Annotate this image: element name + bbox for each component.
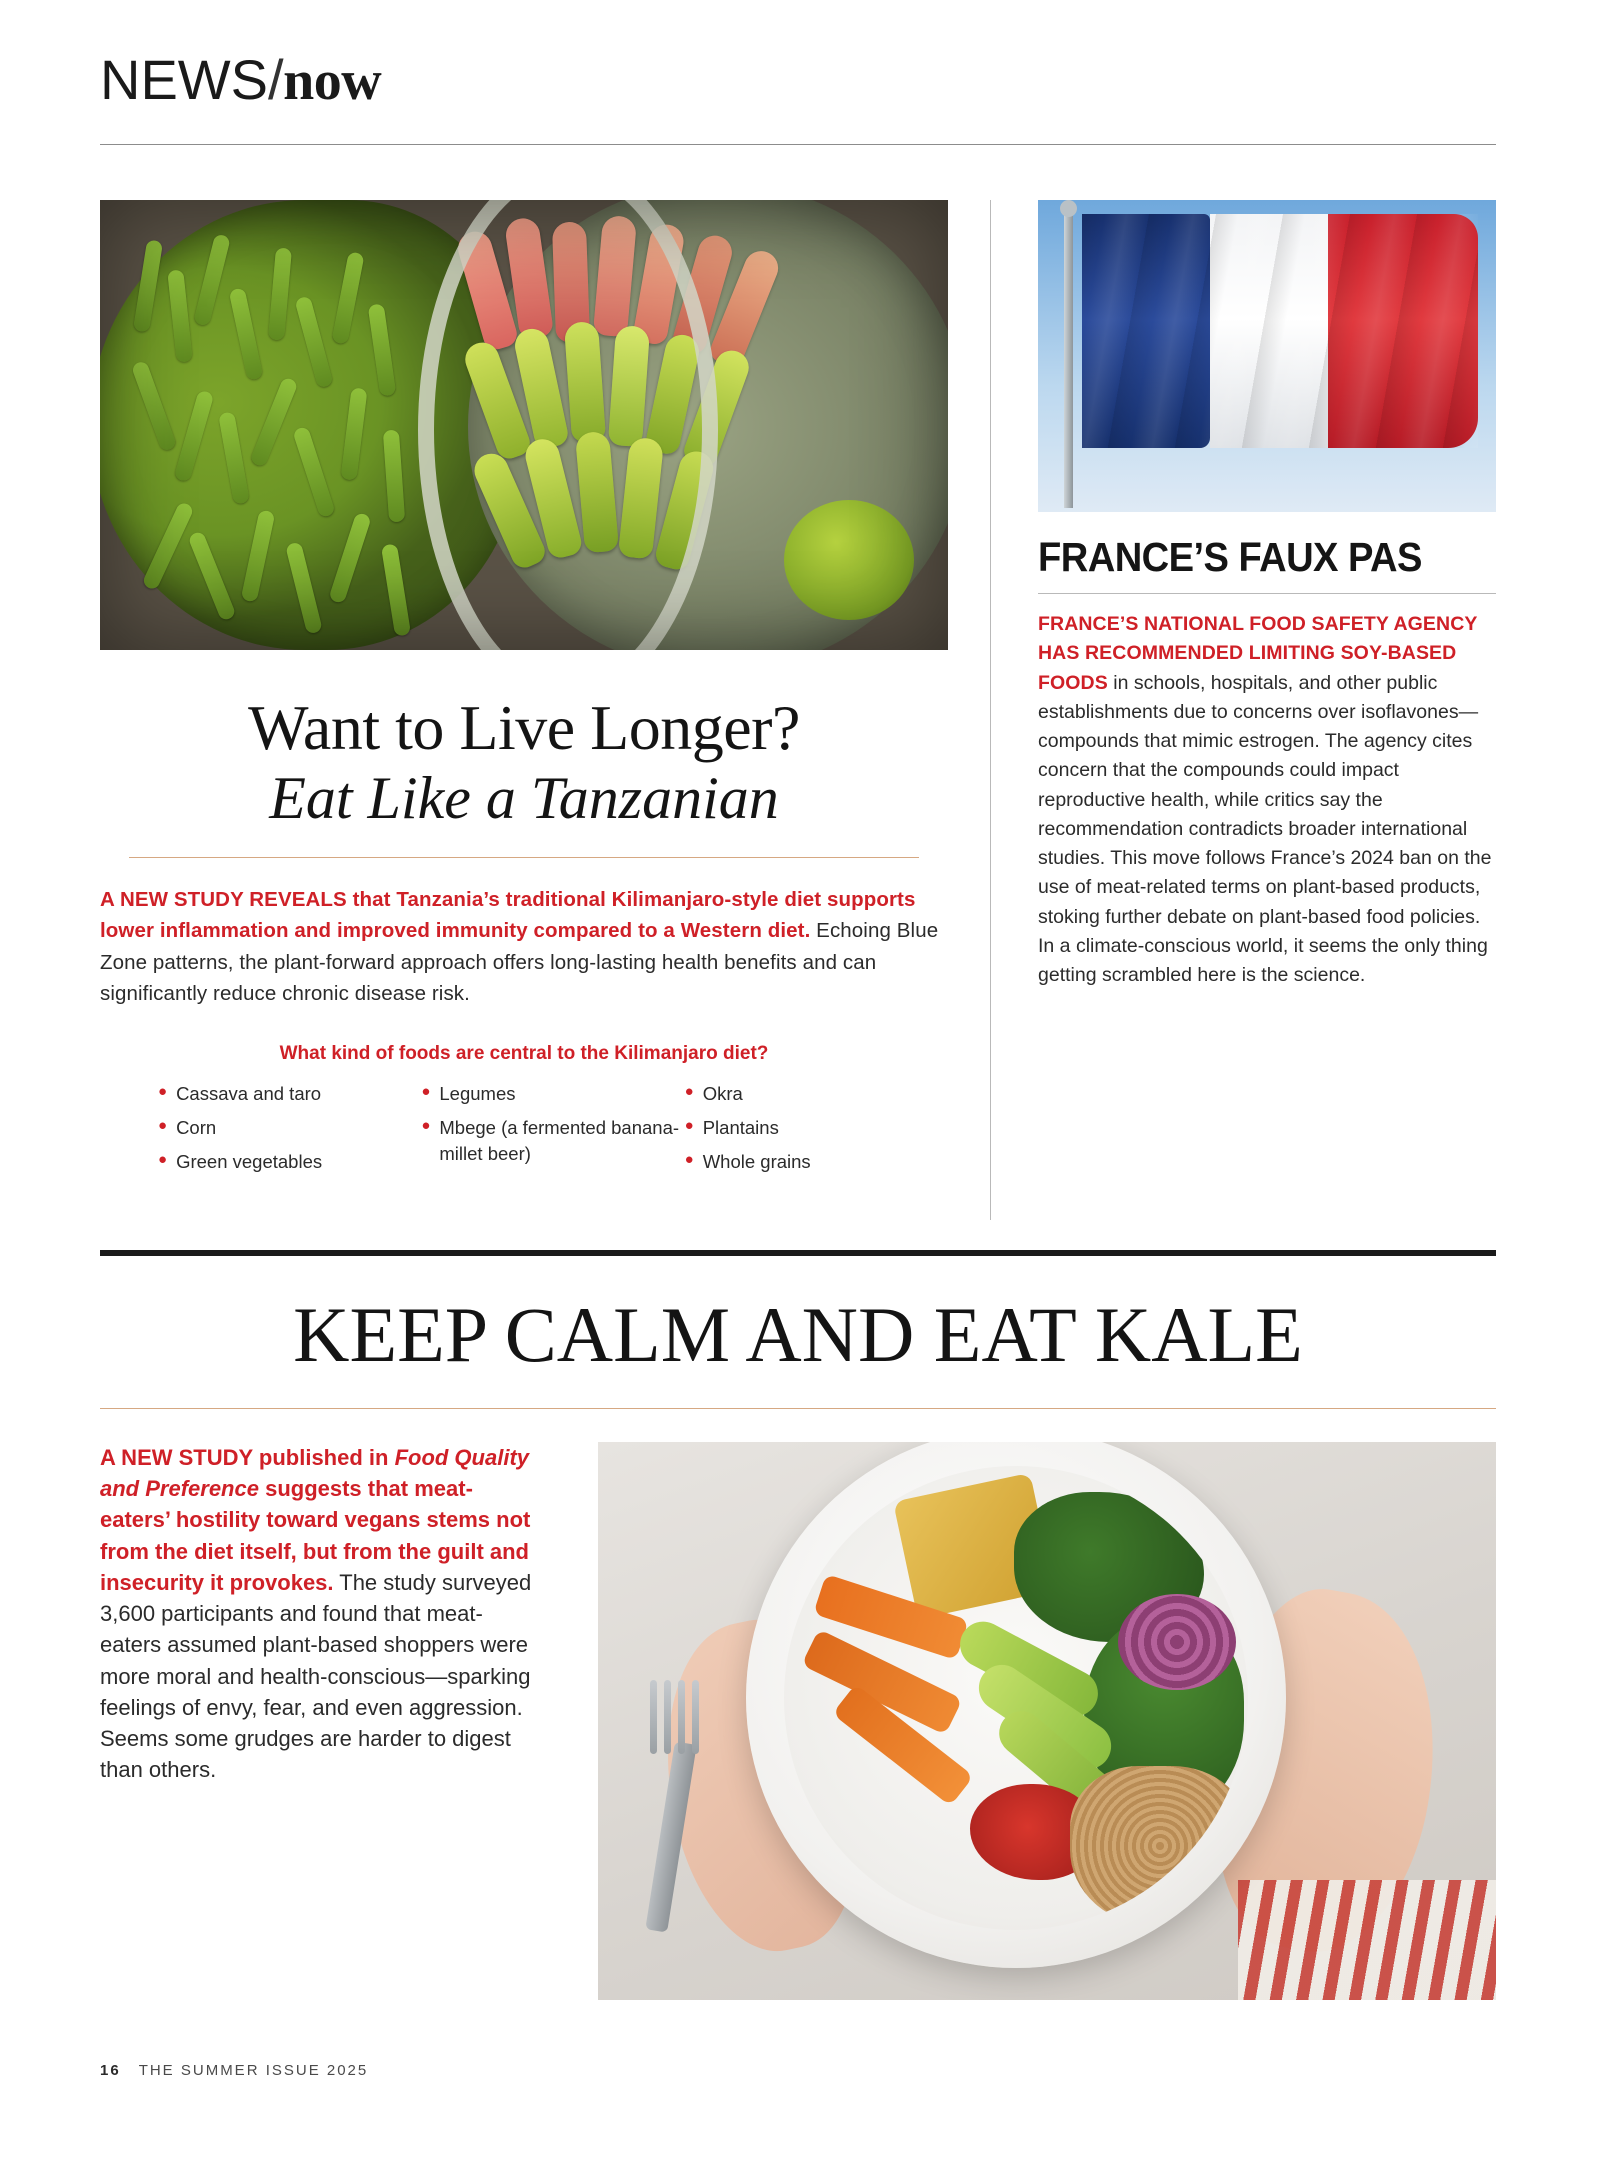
masthead-news-word: NEWS — [100, 48, 268, 111]
list-item — [158, 1149, 421, 1175]
france-headline: FRANCE’S FAUX PAS — [1038, 534, 1422, 580]
food-column-3 — [685, 1081, 948, 1184]
list-item — [685, 1115, 948, 1141]
food-label: Whole grains — [702, 1151, 811, 1173]
bowl-contents — [784, 1466, 1248, 1930]
food-label: Green vegetables — [176, 1151, 323, 1173]
okra-and-plantains-photo — [100, 200, 948, 650]
list-item — [158, 1081, 421, 1107]
page-footer — [100, 2062, 368, 2079]
kale-highlight-2: suggests that meat-eaters’ hostility toward vegans stems not from the diet itself, but from the guilt and insecurity it provokes. — [100, 1476, 531, 1595]
issue-label: THE SUMMER ISSUE 2025 — [138, 2062, 369, 2079]
list-item — [421, 1081, 684, 1107]
masthead — [100, 48, 1496, 145]
flag-band-blue — [1082, 214, 1210, 448]
table-cloth — [1238, 1880, 1496, 2000]
kale-journal-name: Food Quality and Preference — [100, 1445, 530, 1502]
page-number: 16 — [100, 2062, 121, 2079]
red-onion-slices — [1118, 1594, 1236, 1690]
france-body — [1038, 610, 1496, 990]
flag-band-red — [1328, 214, 1478, 448]
list-item — [685, 1149, 948, 1175]
france-article — [1038, 200, 1496, 1010]
food-label: Corn — [176, 1117, 217, 1139]
tanzania-lede-rest: Echoing Blue Zone patterns, the plant-forward approach offers long-lasting health benefits and can significantly reduce chronic disease risk. — [100, 919, 939, 1005]
food-label: Plantains — [702, 1117, 779, 1139]
masthead-now-word: now — [283, 50, 382, 112]
bullet-icon: ● — [421, 1082, 431, 1100]
tanzania-lede-bold: A NEW STUDY REVEALS that Tanzania’s traditional Kilimanjaro-style diet supports lower inflammation and improved immunity compared to a Western diet. — [100, 888, 916, 943]
bullet-icon: ● — [684, 1151, 694, 1169]
hands-holding-grain-bowl-photo — [598, 1442, 1496, 2000]
list-item — [685, 1081, 948, 1107]
food-label: Okra — [702, 1082, 743, 1104]
kilimanjaro-foods-question: What kind of foods are central to the Kilimanjaro diet? — [279, 1042, 769, 1064]
fork-tine — [692, 1680, 699, 1754]
bullet-icon: ● — [421, 1117, 431, 1135]
tanzania-headline — [100, 694, 948, 858]
tanzania-article — [100, 200, 948, 1184]
food-label: Mbege (a fermented banana-millet beer) — [439, 1117, 680, 1165]
headline-line-1: Want to Live Longer? — [248, 692, 800, 763]
bullet-icon: ● — [158, 1151, 168, 1169]
food-label: Cassava and taro — [176, 1082, 322, 1104]
food-column-2 — [421, 1081, 684, 1184]
flag-band-white — [1210, 214, 1328, 448]
kale-headline-rule — [100, 1408, 1496, 1409]
food-label: Legumes — [439, 1082, 516, 1104]
masthead-title — [100, 48, 1496, 112]
france-kicker: FRANCE’S NATIONAL FOOD SAFETY AGENCY HAS RECOMMENDED LIMITING SOY-BASED FOODS — [1038, 613, 1478, 694]
photo-vignette — [100, 200, 948, 650]
kilimanjaro-food-lists — [100, 1081, 948, 1184]
france-headline-rule — [1038, 593, 1496, 594]
fork-tine — [678, 1680, 685, 1754]
tanzania-lede — [100, 884, 948, 1009]
kale-body-text: The study surveyed 3,600 participants and found that meat-eaters assumed plant-based shoppers were more moral and health-conscious—sparking feelings of envy, fear, and even aggression. Seems some grudges are harder to digest than others. — [100, 1569, 532, 1783]
grain-portion — [1070, 1766, 1248, 1926]
fork-tine — [664, 1680, 671, 1754]
flag-pole — [1064, 208, 1073, 508]
column-divider — [990, 200, 991, 1220]
bullet-icon: ● — [684, 1117, 694, 1135]
masthead-slash: / — [268, 48, 284, 111]
bullet-icon: ● — [684, 1082, 694, 1100]
food-column-1 — [158, 1081, 421, 1184]
kale-headline: KEEP CALM AND EAT KALE — [293, 1291, 1303, 1378]
headline-line-2: Eat Like a Tanzanian — [269, 765, 779, 832]
bullet-icon: ● — [158, 1117, 168, 1135]
bullet-icon: ● — [158, 1082, 168, 1100]
french-flag-photo — [1038, 200, 1496, 512]
list-item — [421, 1115, 684, 1168]
kale-highlight-1: A NEW STUDY published in — [100, 1445, 395, 1470]
flag-pole-finial — [1060, 200, 1077, 217]
list-item — [158, 1115, 421, 1141]
headline-rule — [129, 857, 919, 858]
france-body-text: in schools, hospitals, and other public establishments due to concerns over isoflavones—compounds that mimic estrogen. The agency cites concern that the compounds could impact reproductive health, while critics say the recommendation contradicts broader international studies. This move follows France’s 2024 ban on the use of meat-related terms on plant-based products, stoking further debate on plant-based food policies. In a climate-conscious world, it seems the only thing getting scrambled here is the science. — [1038, 671, 1492, 986]
fork-tine — [650, 1680, 657, 1754]
section-divider — [100, 1250, 1496, 1256]
kale-body — [100, 1442, 540, 1786]
